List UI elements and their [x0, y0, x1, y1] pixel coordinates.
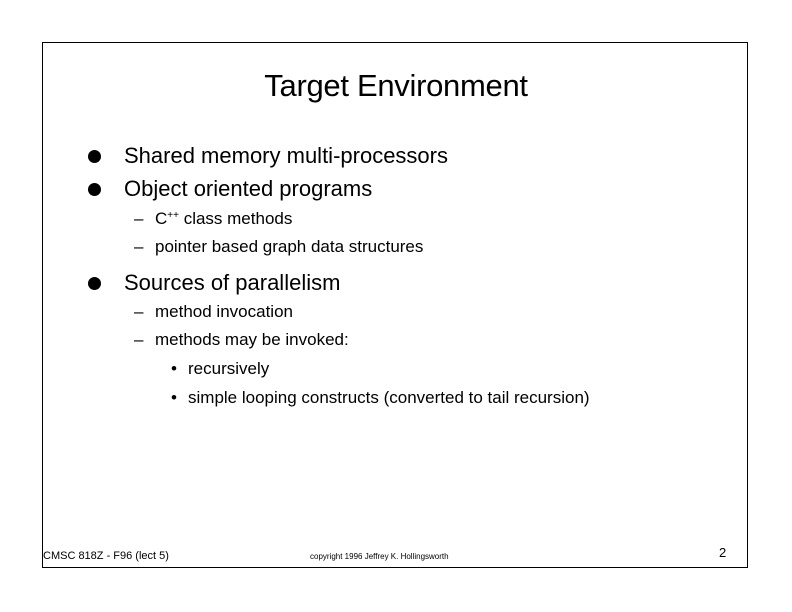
bullet-disc-icon	[88, 277, 101, 290]
footer-copyright: copyright 1996 Jeffrey K. Hollingsworth	[310, 552, 449, 561]
dot-marker: •	[171, 388, 177, 407]
bullet-item: Object oriented programs	[124, 176, 373, 201]
bullet-disc-icon	[88, 150, 101, 163]
dash-marker: –	[134, 302, 144, 321]
sub-sub-bullet-item: simple looping constructs (converted to tail recursion)	[188, 388, 590, 407]
dot-marker: •	[171, 359, 177, 378]
sub-bullet-item: C++ class methods	[155, 209, 293, 228]
sub-bullet-item: methods may be invoked:	[155, 330, 349, 349]
bullet-item: Shared memory multi-processors	[124, 143, 448, 168]
sub-bullet-item: pointer based graph data structures	[155, 237, 424, 256]
footer-course: CMSC 818Z - F96 (lect 5)	[43, 550, 169, 562]
dash-marker: –	[134, 330, 144, 349]
sub-bullet-item: method invocation	[155, 302, 293, 321]
sub-sub-bullet-item: recursively	[188, 359, 270, 378]
bullet-item: Sources of parallelism	[124, 270, 341, 295]
dash-marker: –	[134, 237, 144, 256]
slide-frame	[42, 42, 748, 568]
dash-marker: –	[134, 209, 144, 228]
page-number: 2	[719, 545, 727, 560]
bullet-disc-icon	[88, 183, 101, 196]
slide-title: Target Environment	[264, 68, 528, 103]
